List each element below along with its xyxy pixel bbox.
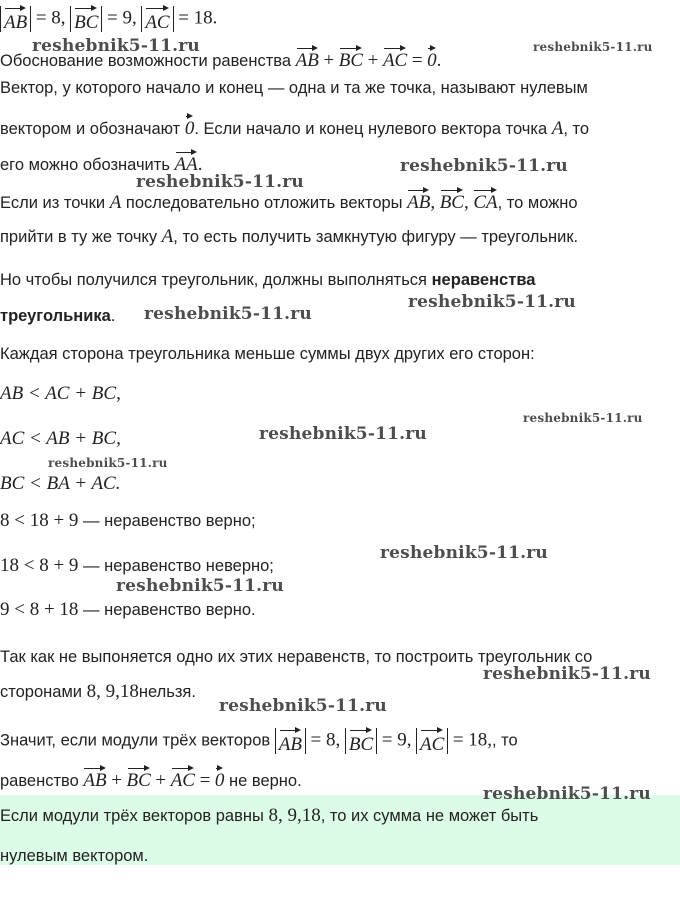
watermark: reshebnik5-11.ru <box>32 36 200 56</box>
watermark: reshebnik5-11.ru <box>408 292 576 312</box>
final-answer-line: Если модули трёх векторов равны 8, 9,18, то их сумма не может быть <box>0 805 539 826</box>
conclusion-line: равенство AB + BC + AC = 0 не верно. <box>0 766 680 788</box>
watermark: reshebnik5-11.ru <box>483 784 651 804</box>
watermark: reshebnik5-11.ru <box>400 156 568 176</box>
paragraph-line: вектором и обозначают 0. Если начало и конец нулевого вектора точка A, то <box>0 114 680 136</box>
inequality-2: AC < AB + BC, <box>0 428 121 449</box>
paragraph-line: Но чтобы получился треугольник, должны выполняться неравенства <box>0 271 536 289</box>
abs-bc: BC <box>70 6 102 32</box>
abs-ac: AC <box>141 6 173 32</box>
inequality-1: AB < AC + BC, <box>0 383 121 404</box>
given-moduli: AB = 8, BC = 9, AC = 18. <box>0 6 680 28</box>
paragraph-line: Вектор, у которого начало и конец — одна и та же точка, называют нулевым <box>0 79 588 97</box>
conclusion-line: сторонами 8, 9,18нельзя. <box>0 681 196 702</box>
paragraph-line: его можно обозначить AA. <box>0 150 680 172</box>
watermark: reshebnik5-11.ru <box>144 304 312 324</box>
justification-heading: Обоснование возможности равенства AB + BC + AC = 0. <box>0 46 680 68</box>
watermark: reshebnik5-11.ru <box>533 40 653 54</box>
watermark: reshebnik5-11.ru <box>380 543 548 563</box>
conclusion-line: Значит, если модули трёх векторов AB = 8, BC = 9, AC = 18,, то <box>0 728 680 750</box>
check-2: 18 < 8 + 9 — неравенство неверно; <box>0 555 274 576</box>
watermark: reshebnik5-11.ru <box>219 696 387 716</box>
final-answer-line: нулевым вектором. <box>0 847 149 865</box>
paragraph-line: Каждая сторона треугольника меньше суммы двух других его сторон: <box>0 345 535 363</box>
paragraph-line: треугольника. <box>0 307 116 325</box>
paragraph-line: Если из точки A последовательно отложить векторы AB, BC, CA, то можно <box>0 188 680 210</box>
check-1: 8 < 18 + 9 — неравенство верно; <box>0 510 256 531</box>
inequality-3: BC < BA + AC. <box>0 473 121 494</box>
watermark: reshebnik5-11.ru <box>523 411 643 425</box>
watermark: reshebnik5-11.ru <box>48 456 168 470</box>
paragraph-line: прийти в ту же точку A, то есть получить замкнутую фигуру — треугольник. <box>0 226 579 247</box>
watermark: reshebnik5-11.ru <box>136 172 304 192</box>
watermark: reshebnik5-11.ru <box>483 664 651 684</box>
watermark: reshebnik5-11.ru <box>259 424 427 444</box>
check-3: 9 < 8 + 18 — неравенство верно. <box>0 599 256 620</box>
watermark: reshebnik5-11.ru <box>116 576 284 596</box>
conclusion-line: Так как не выпоняется одно их этих неравенств, то построить треугольник со <box>0 648 593 666</box>
abs-ab: AB <box>0 6 31 32</box>
